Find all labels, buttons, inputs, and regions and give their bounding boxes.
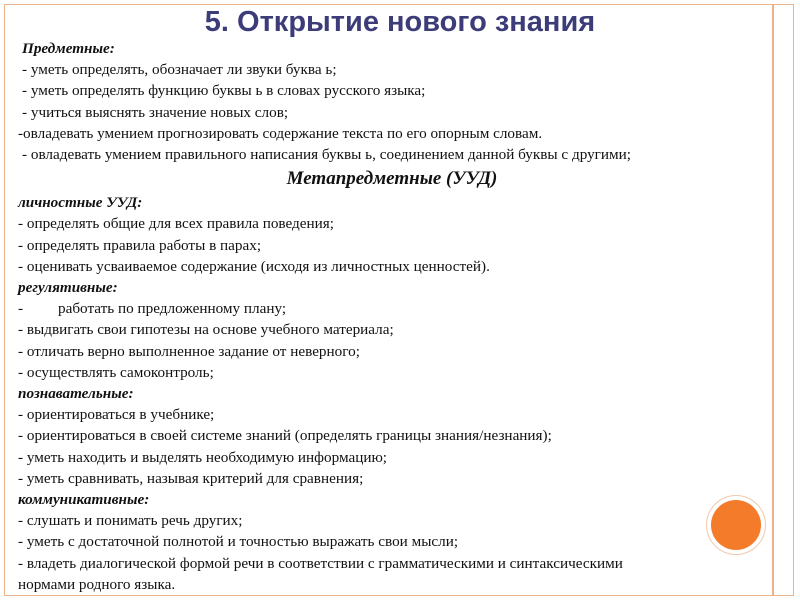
regulative-item: - осуществлять самоконтроль; [18, 363, 214, 381]
communicative-item: - владеть диалогической формой речи в соответствии с грамматическими и синтаксическими [18, 554, 623, 572]
cognitive-item: - уметь сравнивать, называя критерий для сравнения; [18, 469, 364, 487]
personal-heading: личностные УУД: [18, 194, 143, 212]
subject-item: -овладевать умением прогнозировать содержание текста по его опорным словам. [18, 124, 543, 142]
subject-item: - овладевать умением правильного написания буквы ь, соединением данной буквы с другими; [22, 146, 631, 164]
cognitive-heading: познавательные: [18, 385, 134, 403]
regulative-item-text: работать по предложенному плану; [58, 300, 287, 318]
communicative-item: нормами родного языка. [18, 575, 176, 593]
regulative-dash: - [18, 300, 24, 318]
regulative-item [18, 298, 766, 319]
communicative-item: - уметь с достаточной полнотой и точностью выражать свои мысли; [18, 533, 459, 551]
communicative-item: - слушать и понимать речь других; [18, 512, 243, 530]
slide-vertical-rule [772, 4, 774, 596]
subject-heading: Предметные: [22, 40, 115, 57]
meta-heading: Метапредметные (УУД) [286, 168, 498, 190]
subject-item: - уметь определять, обозначает ли звуки буква ь; [22, 61, 337, 79]
slide-title: 5. Открытие нового знания [204, 6, 596, 38]
personal-item: - определять правила работы в парах; [18, 236, 262, 254]
cognitive-item: - ориентироваться в своей системе знаний (определять границы знания/незнания); [18, 427, 552, 445]
subject-item: - учиться выяснять значение новых слов; [22, 103, 289, 121]
regulative-item: - отличать верно выполненное задание от неверного; [18, 342, 360, 360]
cognitive-item: - ориентироваться в учебнике; [18, 406, 215, 424]
cognitive-item: - уметь находить и выделять необходимую информацию; [18, 448, 388, 466]
slide-content [18, 38, 766, 595]
personal-item: - определять общие для всех правила поведения; [18, 215, 334, 233]
regulative-item: - выдвигать свои гипотезы на основе учебного материала; [18, 321, 394, 339]
regulative-heading: регулятивные: [18, 279, 118, 297]
personal-item: - оценивать усваиваемое содержание (исходя из личностных ценностей). [18, 257, 490, 275]
subject-item: - уметь определять функцию буквы ь в словах русского языка; [22, 82, 426, 100]
communicative-heading: коммуникативные: [18, 491, 150, 509]
